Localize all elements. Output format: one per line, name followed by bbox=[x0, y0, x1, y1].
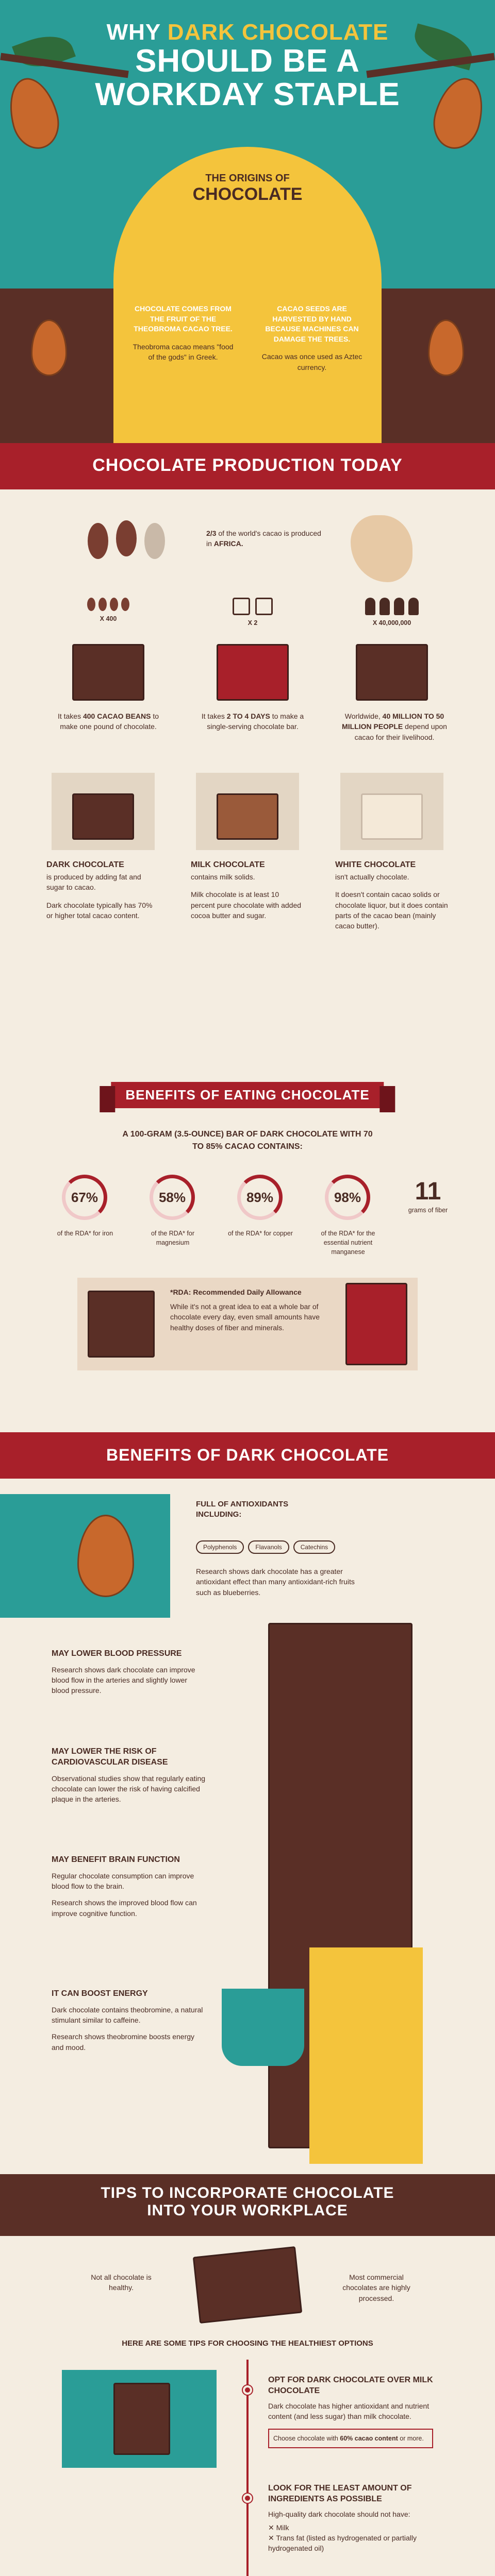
most-commercial-text: Most commercial chocolates are highly processed. bbox=[342, 2273, 410, 2302]
benefits-intro: A 100-GRAM (3.5-OUNCE) BAR OF DARK CHOCOLATE WITH 70 TO 85% CACAO CONTAINS: bbox=[122, 1130, 373, 1151]
cacao-box-illustration bbox=[0, 1494, 170, 1618]
tips-subtitle: HERE ARE SOME TIPS FOR CHOOSING THE HEALTHIEST OPTIONS bbox=[122, 2339, 373, 2348]
timeline-dot bbox=[243, 2494, 252, 2503]
days-text: It takes 2 TO 4 DAYS to make a single-serving chocolate bar. bbox=[201, 712, 304, 731]
white-chocolate-info: WHITE CHOCOLATE isn't actually chocolate. It doesn't contain cacao solids or chocolate liquor, but it does contain parts of the cacao bean (mainly cacao butter). bbox=[335, 860, 448, 930]
antioxidant-pills: Polyphenols Flavanols Catechins bbox=[196, 1540, 335, 1554]
fact-days: X 2 bbox=[206, 598, 299, 628]
benefit-cardiovascular: MAY LOWER THE RISK OF CARDIOVASCULAR DISEASE Observational studies show that regularly eating chocolate can lower the risk of having calcified plaque in the arteries. bbox=[52, 1747, 206, 1804]
wrapped-bar-icon bbox=[217, 644, 289, 701]
fact-people: X 40,000,000 bbox=[340, 598, 443, 628]
coffee-cup-icon bbox=[222, 1989, 304, 2066]
bar-wrapper bbox=[309, 1947, 423, 2164]
person-icon bbox=[408, 598, 419, 615]
benefit-blood-pressure: MAY LOWER BLOOD PRESSURE Research shows dark chocolate can improve blood flow in the arteries and slightly lower blood pressure. bbox=[52, 1649, 195, 1695]
milk-chocolate-info: MILK CHOCOLATE contains milk solids. Milk chocolate is at least 10 percent pure chocolate with added cocoa butter and sugar. bbox=[191, 860, 302, 920]
stat-copper: 89% bbox=[237, 1175, 283, 1220]
cacao-pod-icon bbox=[428, 319, 464, 376]
antioxidants-title: FULL OF ANTIOXIDANTS INCLUDING: bbox=[196, 1500, 289, 1519]
antioxidants-text: Research shows dark chocolate has a greater antioxidant effect than many antioxidant-rich fruits such as blueberries. bbox=[196, 1567, 355, 1597]
benefits-eating-title: BENEFITS OF EATING CHOCOLATE bbox=[111, 1082, 384, 1108]
tip-least-ingredients: LOOK FOR THE LEAST AMOUNT OF INGREDIENTS AS POSSIBLE High-quality dark chocolate should not have: ✕ Milk ✕ Trans fat (listed as hydrogenated or partially hydrogenated oil) bbox=[268, 2484, 417, 2553]
calendar-icon bbox=[233, 598, 250, 615]
stat-label: of the RDA* for the essential nutrient manganese bbox=[321, 1230, 375, 1256]
person-icon bbox=[394, 598, 404, 615]
chocolate-bar-icon bbox=[72, 644, 144, 701]
production-header-band: CHOCOLATE PRODUCTION TODAY bbox=[0, 443, 495, 489]
milk-chocolate-illustration bbox=[196, 773, 299, 850]
origins-facts bbox=[0, 289, 495, 443]
not-all-text: Not all chocolate is healthy. bbox=[91, 2273, 152, 2292]
broken-bar-icon bbox=[193, 2246, 302, 2324]
fact-beans: X 400 bbox=[62, 598, 155, 623]
cacao-bean-icon bbox=[88, 523, 108, 559]
benefit-energy: IT CAN BOOST ENERGY Dark chocolate contains theobromine, a natural stimulant similar to caffeine. Research shows theobromine boosts energy and mood. bbox=[52, 1989, 203, 2052]
calendar-icon bbox=[255, 598, 273, 615]
tip-opt-dark: OPT FOR DARK CHOCOLATE OVER MILK CHOCOLATE Dark chocolate has higher antioxidant and nutrient content (and less sugar) than milk chocolate. Choose chocolate with 60% cacao content or more. bbox=[268, 2375, 433, 2448]
person-icon bbox=[365, 598, 375, 615]
stat-label: of the RDA* for magnesium bbox=[151, 1230, 195, 1247]
origins-arch: THE ORIGINS OF CHOCOLATE bbox=[113, 147, 382, 289]
stat-label: of the RDA* for iron bbox=[57, 1230, 113, 1237]
people-text: Worldwide, 40 MILLION TO 50 MILLION PEOPLE depend upon cacao for their livelihood. bbox=[342, 712, 447, 741]
fact-left: CHOCOLATE COMES FROM THE FRUIT OF THE THEOBROMA CACAO TREE. Theobroma cacao means "food of the gods" in Greek. bbox=[133, 304, 234, 362]
fact-right: CACAO SEEDS ARE HARVESTED BY HAND BECAUSE MACHINES CAN DAMAGE THE TREES. Cacao was once used as Aztec currency. bbox=[261, 304, 362, 371]
benefit-brain: MAY BENEFIT BRAIN FUNCTION Regular chocolate consumption can improve blood flow to the brain. Research shows the improved blood flow can improve cognitive function. bbox=[52, 1855, 197, 1918]
tips-header: TIPS TO INCORPORATE CHOCOLATE INTO YOUR WORKPLACE bbox=[0, 2174, 495, 2236]
benefits-dark-header-band: BENEFITS OF DARK CHOCOLATE bbox=[0, 1432, 495, 1479]
stat-iron: 67% bbox=[62, 1175, 107, 1220]
beans-text: It takes 400 CACAO BEANS to make one pound of chocolate. bbox=[57, 712, 159, 731]
person-icon bbox=[380, 598, 390, 615]
white-chocolate-illustration bbox=[340, 773, 443, 850]
africa-map-icon bbox=[351, 515, 412, 582]
tips-section bbox=[0, 2174, 495, 2576]
benefits-eating-section bbox=[0, 1072, 495, 1432]
stat-magnesium: 58% bbox=[150, 1175, 195, 1220]
cacao-pod-icon bbox=[31, 319, 67, 376]
production-section bbox=[0, 443, 495, 1072]
cacao-bean-icon bbox=[144, 523, 165, 559]
chocolate-bar-icon bbox=[356, 644, 428, 701]
header-section bbox=[0, 0, 495, 289]
dark-chocolate-info: DARK CHOCOLATE is produced by adding fat and sugar to cacao. Dark chocolate typically has 70% or higher total cacao content. bbox=[46, 860, 153, 920]
main-title: WHY DARK CHOCOLATE SHOULD BE A WORKDAY STAPLE bbox=[95, 20, 400, 113]
stat-fiber: 11 grams of fiber bbox=[408, 1178, 448, 1214]
opt-illustration bbox=[62, 2370, 217, 2468]
timeline-dot bbox=[243, 2385, 252, 2395]
dark-chocolate-illustration bbox=[52, 773, 155, 850]
africa-fact: 2/3 of the world's cacao is produced in AFRICA. bbox=[206, 529, 321, 548]
stat-label: of the RDA* for copper bbox=[228, 1230, 293, 1237]
cacao-bean-icon bbox=[116, 520, 137, 556]
rda-panel: *RDA: Recommended Daily Allowance While it's not a great idea to eat a whole bar of chocolate every day, even small amounts have healthy doses of fiber and minerals. bbox=[77, 1278, 418, 1370]
stat-manganese: 98% bbox=[325, 1175, 370, 1220]
